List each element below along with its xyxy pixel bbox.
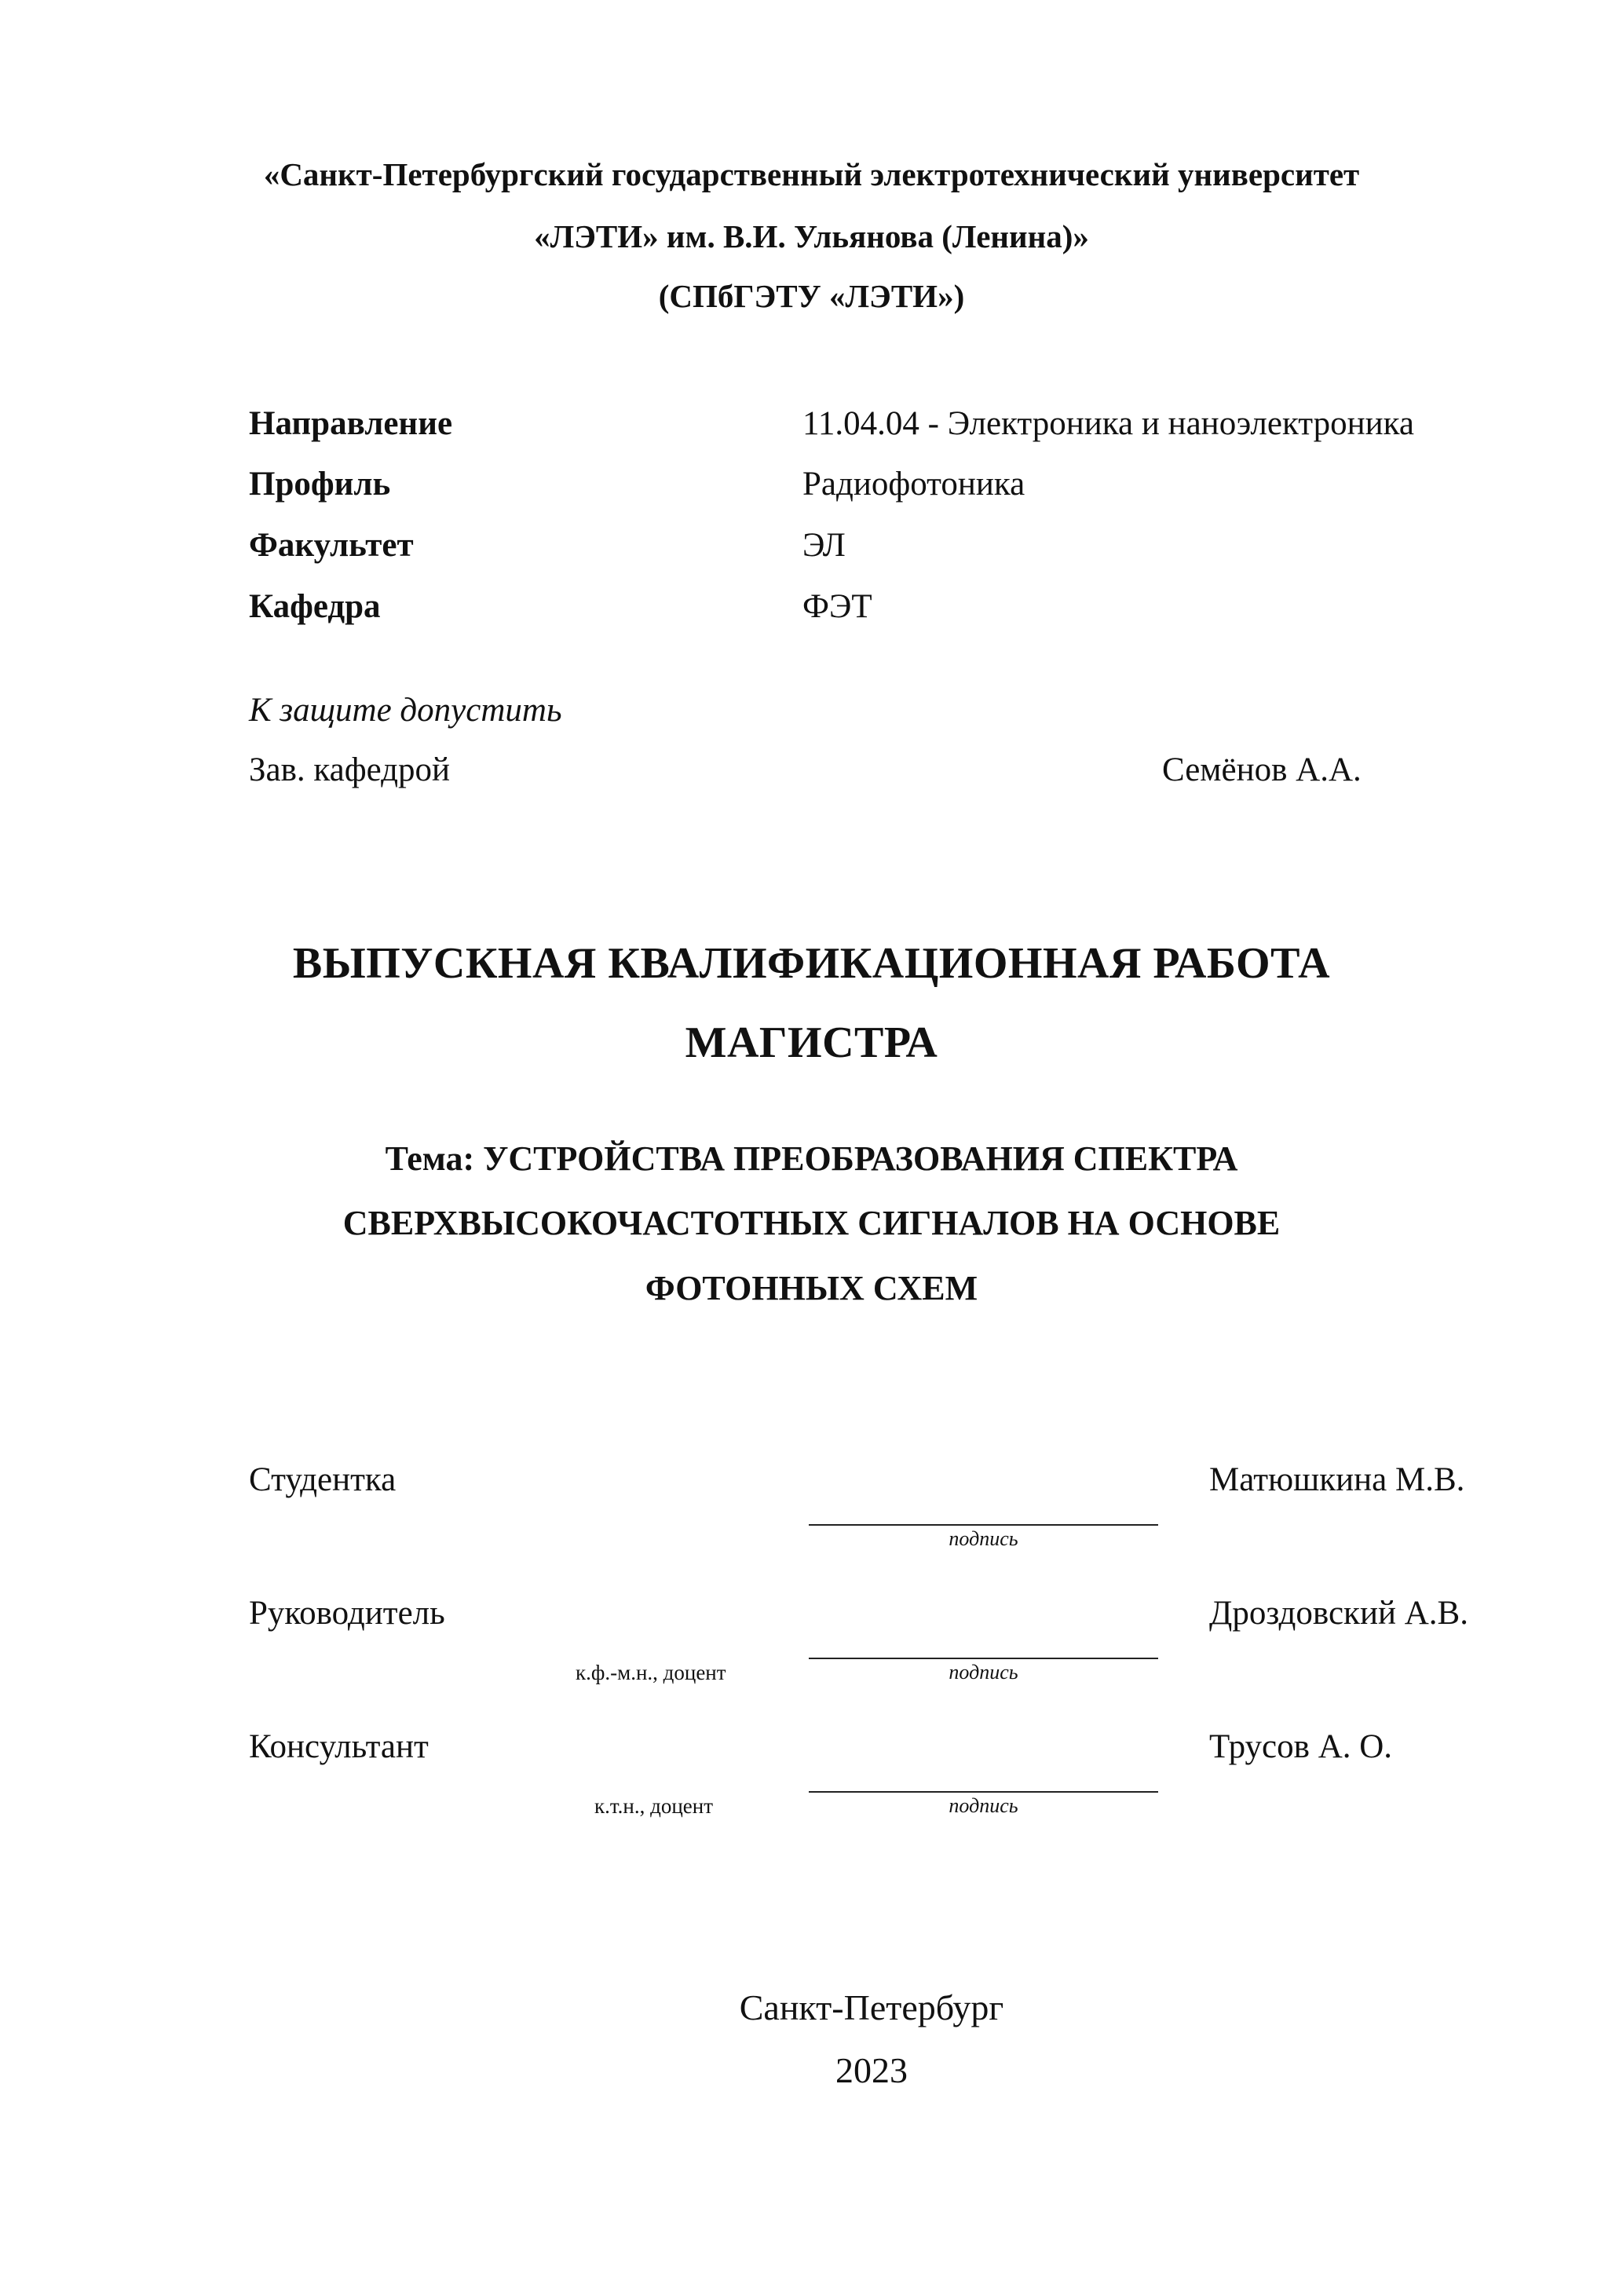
work-title-line-2: МАГИСТРА: [685, 1018, 938, 1067]
signature-caption-student: подпись: [949, 1527, 1018, 1550]
signature-line-supervisor: [809, 1658, 1158, 1659]
signature-degree-supervisor: к.ф.-м.н., доцент: [576, 1661, 726, 1684]
signature-name-supervisor: Дроздовский А.В.: [1209, 1595, 1468, 1632]
footer-city: Санкт-Петербург: [739, 1987, 1004, 2027]
work-title-line-1: ВЫПУСКНАЯ КВАЛИФИКАЦИОННАЯ РАБОТА: [292, 939, 1331, 988]
signature-line-student: [809, 1524, 1158, 1526]
footer-year: 2023: [835, 2050, 908, 2090]
signature-name-consultant: Трусов А. О.: [1209, 1728, 1393, 1765]
approval-role: Зав. кафедрой: [249, 751, 451, 788]
info-value-direction: 11.04.04 - Электроника и наноэлектроника: [802, 405, 1414, 442]
signature-line-consultant: [809, 1791, 1158, 1793]
topic-line-3: ФОТОННЫХ СХЕМ: [645, 1269, 978, 1307]
university-name-line-2: «ЛЭТИ» им. В.И. Ульянова (Ленина)»: [534, 218, 1089, 254]
approval-name: Семёнов А.А.: [1162, 751, 1362, 788]
info-value-department: ФЭТ: [802, 588, 872, 625]
topic-line-2: СВЕРХВЫСОКОЧАСТОТНЫХ СИГНАЛОВ НА ОСНОВЕ: [342, 1204, 1281, 1242]
signature-name-student: Матюшкина М.В.: [1209, 1461, 1465, 1498]
info-label-profile: Профиль: [249, 466, 391, 503]
approval-title: К защите допустить: [249, 692, 562, 729]
info-label-department: Кафедра: [249, 588, 381, 625]
signature-role-consultant: Консультант: [249, 1728, 429, 1765]
info-label-faculty: Факультет: [249, 527, 414, 564]
info-label-direction: Направление: [249, 405, 453, 442]
signature-role-student: Студентка: [249, 1461, 397, 1498]
info-value-faculty: ЭЛ: [802, 527, 846, 564]
info-value-profile: Радиофотоника: [802, 466, 1025, 503]
university-name-line-1: «Санкт-Петербургский государственный электротехнический университет: [263, 156, 1360, 192]
university-abbreviation: (СПбГЭТУ «ЛЭТИ»): [658, 278, 965, 314]
signature-caption-consultant: подпись: [949, 1794, 1018, 1817]
signature-degree-consultant: к.т.н., доцент: [594, 1794, 714, 1818]
signature-caption-supervisor: подпись: [949, 1661, 1018, 1684]
topic-line-1: Тема: УСТРОЙСТВА ПРЕОБРАЗОВАНИЯ СПЕКТРА: [385, 1139, 1238, 1178]
signature-role-supervisor: Руководитель: [249, 1595, 445, 1632]
